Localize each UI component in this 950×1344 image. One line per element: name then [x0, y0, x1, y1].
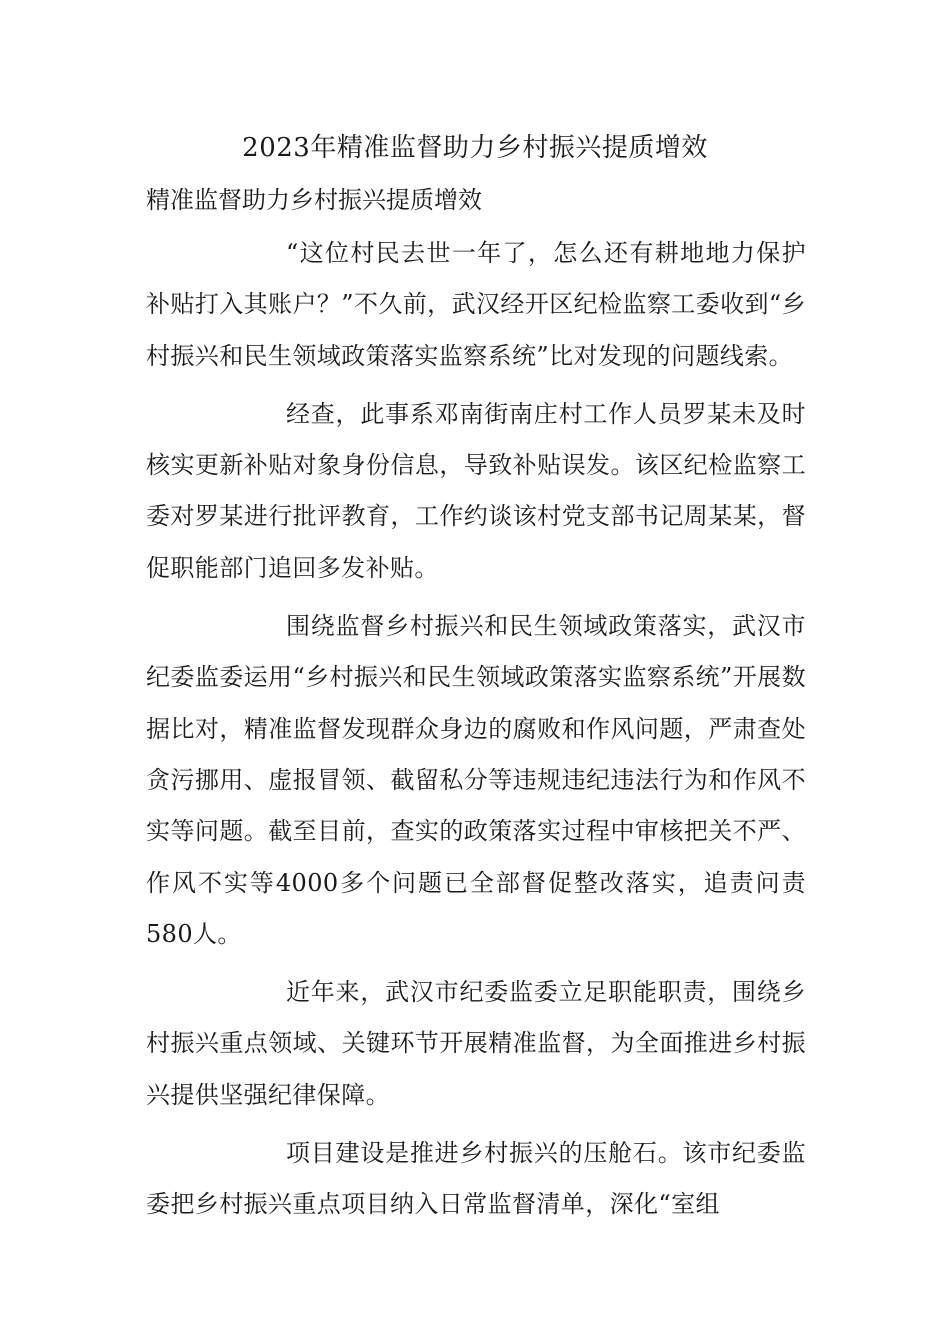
paragraph-3: 围绕监督乡村振兴和民生领域政策落实，武汉市纪委监委运用“乡村振兴和民生领域政策落实监察系统”开展数据比对，精准监督发现群众身边的腐败和作风问题，严肃查处贪污挪用、虚报冒领、截留私分等违规违纪违法行为和作风不实等问题。截至目前，查实的政策落实过程中审核把关不严、作风不实等4000多个问题已全部督促整改落实，追责问责580人。	[146, 612, 806, 948]
document-title: 2023年精准监督助力乡村振兴提质增效	[242, 133, 708, 163]
document-subtitle: 精准监督助力乡村振兴提质增效	[146, 186, 482, 214]
paragraph-4: 近年来，武汉市纪委监委立足职能职责，围绕乡村振兴重点领域、关键环节开展精准监督，为全面推进乡村振兴提供坚强纪律保障。	[146, 978, 806, 1109]
paragraph-5: 项目建设是推进乡村振兴的压舱石。该市纪委监委把乡村振兴重点项目纳入日常监督清单，深化“室组	[146, 1139, 806, 1219]
paragraph-2: 经查，此事系邓南街南庄村工作人员罗某未及时核实更新补贴对象身份信息，导致补贴误发。该区纪检监察工委对罗某进行批评教育，工作约谈该村党支部书记周某某，督促职能部门追回多发补贴。	[146, 399, 806, 582]
paragraph-1: “这位村民去世一年了，怎么还有耕地地力保护补贴打入其账户？”不久前，武汉经开区纪检监察工委收到“乡村振兴和民生领域政策落实监察系统”比对发现的问题线索。	[146, 239, 806, 370]
document-body	[146, 228, 806, 1238]
